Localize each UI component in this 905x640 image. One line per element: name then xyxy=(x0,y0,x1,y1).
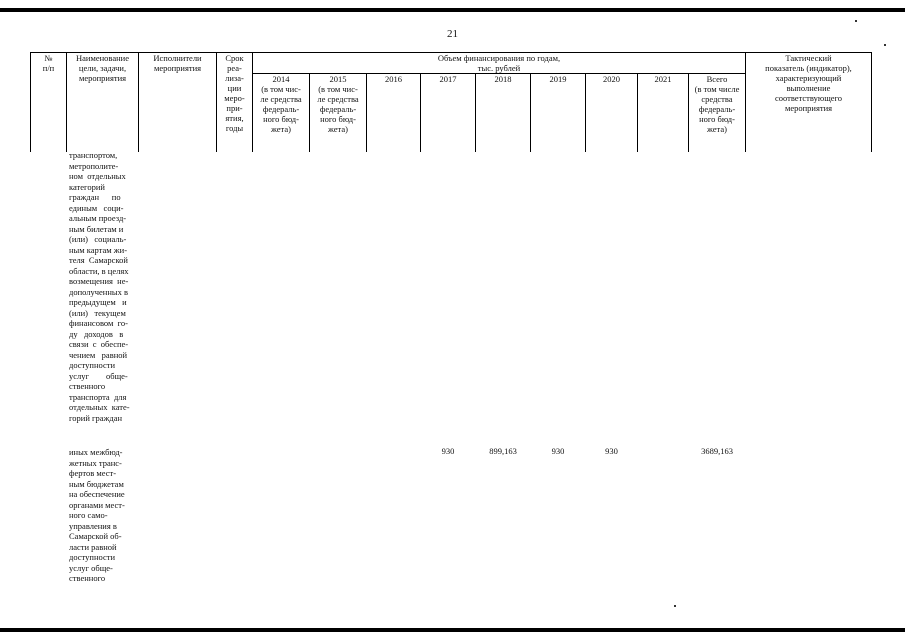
value-2017: 930 xyxy=(441,446,455,456)
scan-speck xyxy=(674,605,676,607)
header-2018: 2018 xyxy=(494,74,512,84)
header-2017: 2017 xyxy=(439,74,457,84)
header-funding-title: Объем финансирования по годам, тыс. рублей xyxy=(437,53,561,73)
value-2018: 899,163 xyxy=(489,446,517,456)
value-2020: 930 xyxy=(605,446,618,456)
page-number: 21 xyxy=(447,28,458,40)
header-2019: 2019 xyxy=(549,74,567,84)
header-term: Срок реа- лиза- ции меро- при- ятия, годы xyxy=(224,53,245,133)
top-rule xyxy=(0,8,905,12)
header-total: Всего (в том числе средства федераль- ного бюд- жета) xyxy=(694,74,740,134)
header-2021: 2021 xyxy=(654,74,672,84)
header-number: № п/п xyxy=(42,53,55,73)
header-2015: 2015 (в том чис- ле средства федераль- ного бюд- жета) xyxy=(317,74,359,134)
header-indicator: Тактический показатель (индикатор), характеризующий выполнение соответствующего мероприятия xyxy=(765,53,852,113)
value-2019: 930 xyxy=(551,446,565,456)
header-2014: 2014 (в том чис- ле средства федераль- ного бюд- жета) xyxy=(260,74,302,134)
value-total: 3689,163 xyxy=(701,446,733,456)
header-executors: Исполнители мероприятия xyxy=(153,53,202,73)
measure-text-block-1: транспортом, метрополите- ном отдельных категорий граждан по единым соци- альным проезд- ным билетам и (или) социаль- ным картам жи- теля Самарской области, в целях возмещения не- дополученных в предыдущем и (или) текущем финансовом го- ду доходов в связи с обеспе- чением равной доступности услуг обще- ственного транспорта для отдельных кате- горий граждан xyxy=(69,150,130,423)
header-2016: 2016 xyxy=(385,74,402,84)
scan-speck xyxy=(855,20,857,22)
header-2020: 2020 xyxy=(603,74,620,84)
table-header xyxy=(30,52,872,152)
bottom-rule xyxy=(0,628,905,632)
measure-text-block-2: иных межбюд- жетных транс- фертов мест- ным бюджетам на обеспечение органами мест- ного само- управления в Самарской об- ласти равной доступности услуг обще- ственного xyxy=(69,447,125,583)
header-name: Наименование цели, задачи, мероприятия xyxy=(76,53,129,83)
scan-speck xyxy=(884,44,886,46)
